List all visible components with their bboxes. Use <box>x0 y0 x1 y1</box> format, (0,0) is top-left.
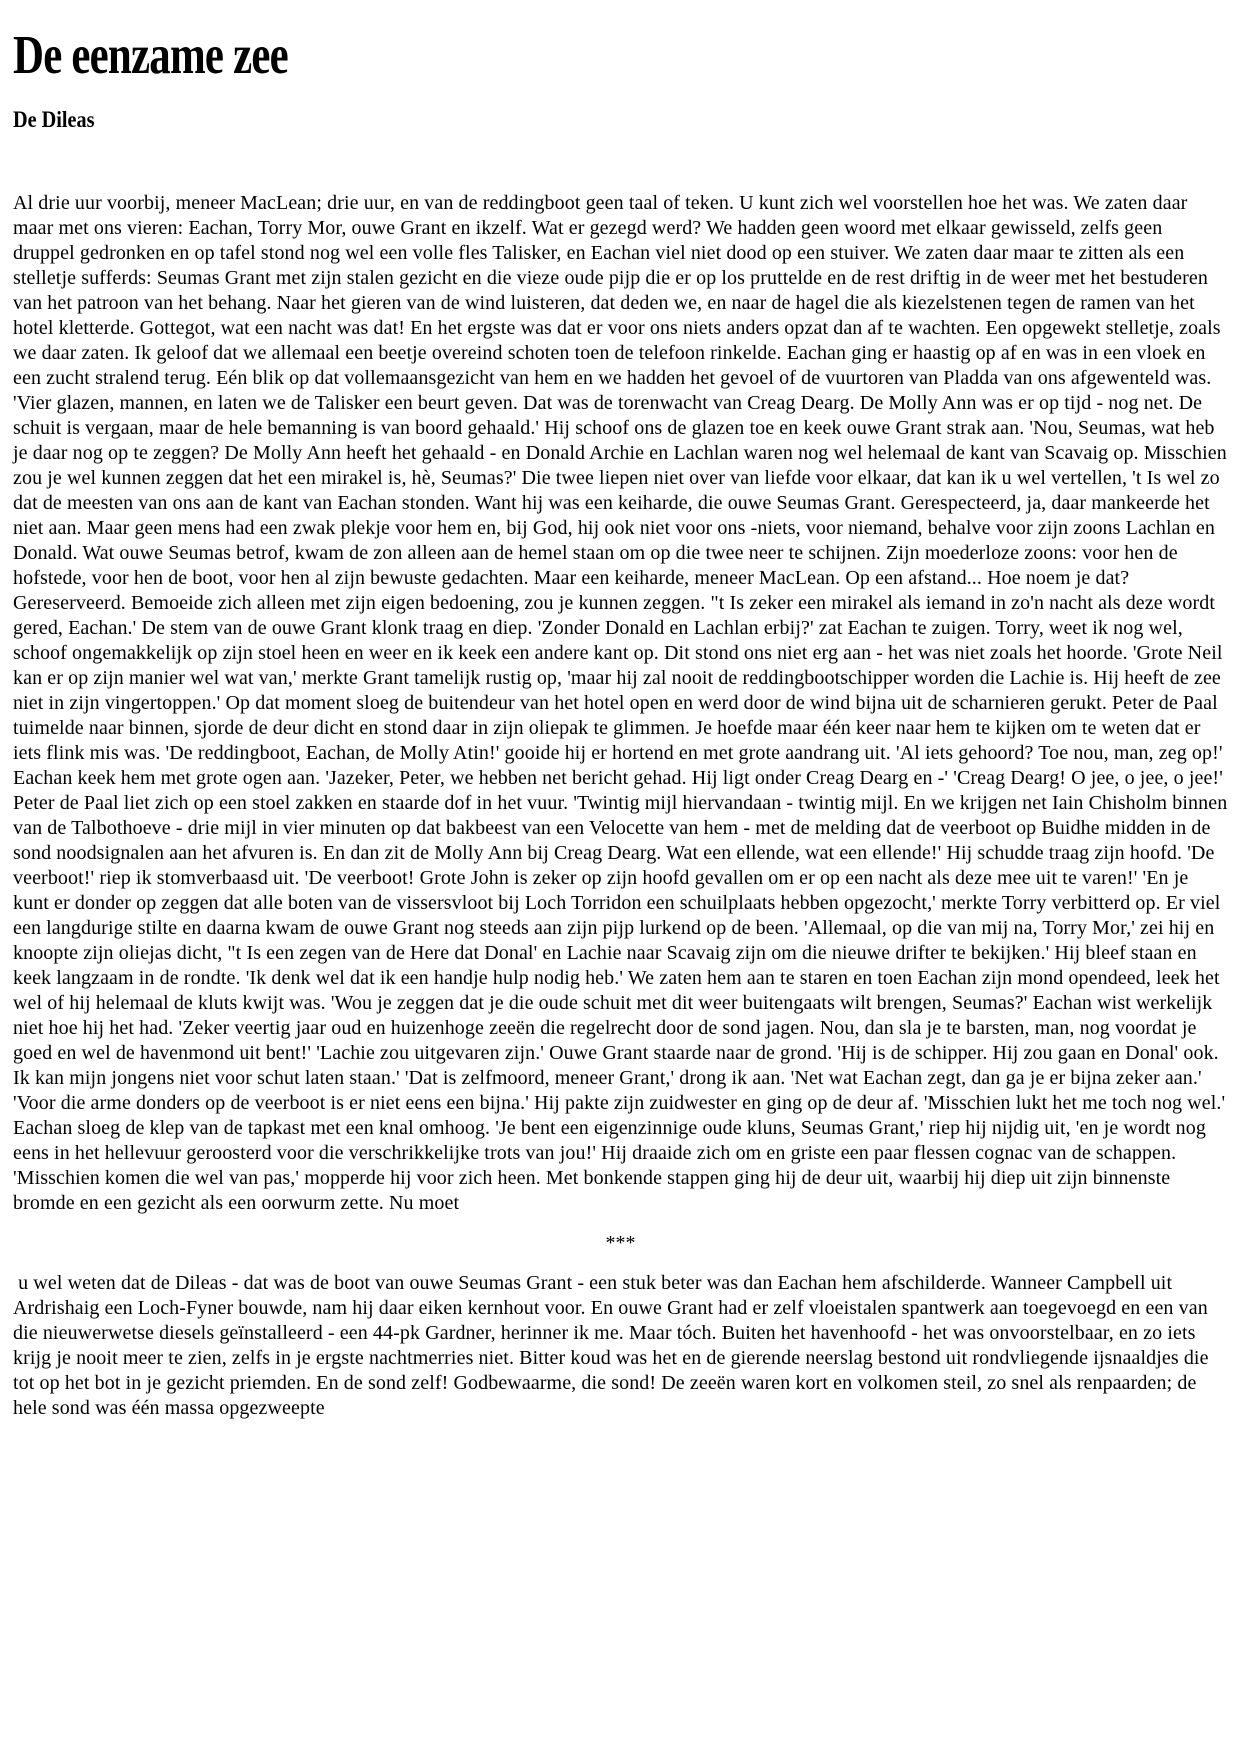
page-title: De eenzame zee <box>13 24 288 85</box>
story-paragraph-2: u wel weten dat de Dileas - dat was de boot van ouwe Seumas Grant - een stuk beter was dan Eachan hem afschilderde. Wanneer Campbell uit Ardrishaig een Loch-Fyner bouwde, nam hij daar eiken kernhout voor. En ouwe Grant had er zelf vloeistalen spantwerk aan toegevoegd en een van die nieuwerwetse diesels geïnstalleerd - een 44-pk Gardner, herinner ik me. Maar tóch. Buiten het havenhoofd - het was onvoorstelbaar, en zo iets krijg je nooit meer te zien, zelfs in je ergste nachtmerries niet. Bitter koud was het en de gierende neerslag bestond uit rondvliegende ijsnaaldjes die tot op het bot in je gezicht priemden. En de sond zelf! Godbewaarme, die sond! De zeeën waren kort en volkomen steil, zo snel als renpaarden; de hele sond was één massa opgezweepte <box>13 1272 1214 1419</box>
section-separator: *** <box>605 1232 636 1254</box>
section-subtitle: De Dileas <box>13 107 95 132</box>
story-paragraph-1: Al drie uur voorbij, meneer MacLean; drie uur, en van de reddingboot geen taal of teken. U kunt zich wel voorstellen hoe het was. We zaten daar maar met ons vieren: Eachan, Torry Mor, ouwe Grant en ikzelf. Wat er gezegd werd? We hadden geen woord met elkaar gewisseld, zelfs geen druppel gedronken en op tafel stond nog wel een volle fles Talisker, en Eachan viel niet dood op een stuiver. We zaten daar maar te zitten als een stelletje sufferds: Seumas Grant met zijn stalen gezicht en die vieze oude pijp die er op los pruttelde en de rest driftig in de weer met het bestuderen van het patroon van het behang. Naar het gieren van de wind luisteren, dat deden we, en naar de hagel die als kiezelstenen tegen de ramen van het hotel kletterde. Gottegot, wat een nacht was dat! En het ergste was dat er voor ons niets anders opzat dan af te wachten. Een opgewekt stelletje, zoals we daar zaten. Ik geloof dat we allemaal een beetje overeind schoten toen de telefoon rinkelde. Eachan ging er haastig op af en was in een vloek en een zucht stralend terug. Eén blik op dat vollemaansgezicht van hem en we hadden het gevoel of de vuurtoren van Pladda van ons afgewenteld was. 'Vier glazen, mannen, en laten we de Talisker een beurt geven. Dat was de torenwacht van Creag Dearg. De Molly Ann was er op tijd - nog net. De schuit is vergaan, maar de hele bemanning is van boord gehaald.' Hij schoof ons de glazen toe en keek ouwe Grant strak aan. 'Nou, Seumas, wat heb je daar nog op te zeggen? De Molly Ann heeft het gehaald - en Donald Archie en Lachlan waren nog wel helemaal de kant van Scavaig op. Misschien zou je wel kunnen zeggen dat het een mirakel is, hè, Seumas?' Die twee liepen niet over van liefde voor elkaar, dat kan ik u wel vertellen, 't Is wel zo dat de meesten van ons aan de kant van Eachan stonden. Want hij was een keiharde, die ouwe Seumas Grant. Gerespecteerd, ja, daar mankeerde het niet aan. Maar geen mens had een zwak plekje voor hem en, bij God, hij ook niet voor ons -niets, voor niemand, behalve voor zijn zoons Lachlan en Donald. Wat ouwe Seumas betrof, kwam de zon alleen aan de hemel staan om op die twee neer te schijnen. Zijn moederloze zoons: voor hen de hofstede, voor hen de boot, voor hen al zijn bewuste gedachten. Maar een keiharde, meneer MacLean. Op een afstand... Hoe noem je dat? Gereserveerd. Bemoeide zich alleen met zijn eigen bedoening, zou je kunnen zeggen. "t Is zeker een mirakel als iemand in zo'n nacht als deze wordt gered, Eachan.' De stem van de ouwe Grant klonk traag en diep. 'Zonder Donald en Lachlan erbij?' zat Eachan te zuigen. Torry, weet ik nog wel, schoof ongemakkelijk op zijn stoel heen en weer en ik keek een andere kant op. Dit stond ons niet erg aan - het was niet zoals het hoorde. 'Grote Neil kan er op zijn manier wel wat van,' merkte Grant tamelijk rustig op, 'maar hij zal nooit de reddingbootschipper worden die Lachie is. Hij heeft de zee niet in zijn vingertoppen.' Op dat moment sloeg de buitendeur van het hotel open en werd door de wind bijna uit de scharnieren gerukt. Peter de Paal tuimelde naar binnen, sjorde de deur dicht en stond daar in zijn oliepak te glimmen. Je hoefde maar één keer naar hem te kijken om te weten dat er iets flink mis was. 'De reddingboot, Eachan, de Molly Atin!' gooide hij er hortend en met grote aandrang uit. 'Al iets gehoord? Toe nou, man, zeg op!' Eachan keek hem met grote ogen aan. 'Jazeker, Peter, we hebben net bericht gehad. Hij ligt onder Creag Dearg en -' 'Creag Dearg! O jee, o jee, o jee!' Peter de Paal liet zich op een stoel zakken en staarde dof in het vuur. 'Twintig mijl hiervandaan - twintig mijl. En we krijgen net Iain Chisholm binnen van de Talbothoeve - drie mijl in vier minuten op dat bakbeest van een Velocette van hem - met de melding dat de veerboot op Buidhe midden in de sond noodsignalen aan het afvuren is. En dan zit de Molly Ann bij Creag Dearg. Wat een ellende, wat een ellende!' Hij schudde traag zijn hoofd. 'De veerboot!' riep ik stomverbaasd uit. 'De veerboot! Grote John is zeker op zijn hoofd gevallen om er op een nacht als deze mee uit te varen!' 'En je kunt er donder op zeggen dat alle boten van de vissersvloot bij Loch Torridon een schuilplaats hebben opgezocht,' merkte Torry verbitterd op. Er viel een langdurige stilte en daarna kwam de ouwe Grant nog steeds aan zijn pijp lurkend op de been. 'Allemaal, op die van mij na, Torry Mor,' zei hij en knoopte zijn oliejas dicht, "t Is een zegen van de Here dat Donal' en Lachie naar Scavaig zijn om die nieuwe drifter te bekijken.' Hij bleef staan en keek langzaam in de rondte. 'Ik denk wel dat ik een handje hulp nodig heb.' We zaten hem aan te staren en toen Eachan zijn mond opendeed, leek het wel of hij helemaal de kluts kwijt was. 'Wou je zeggen dat je die oude schuit met dit weer buitengaats wilt brengen, Seumas?' Eachan wist werkelijk niet hoe hij het had. 'Zeker veertig jaar oud en huizenhoge zeeën die regelrecht door de sond jagen. Nou, dan sla je te barsten, man, nog voordat je goed en wel de havenmond uit bent!' 'Lachie zou uitgevaren zijn.' Ouwe Grant staarde naar de grond. 'Hij is de schipper. Hij zou gaan en Donal' ook. Ik kan mijn jongens niet voor schut laten staan.' 'Dat is zelfmoord, meneer Grant,' drong ik aan. 'Net wat Eachan zegt, dan ga je er bijna zeker aan.' 'Voor die arme donders op de veerboot is er niet eens een bijna.' Hij pakte zijn zuidwester en ging op de deur af. 'Misschien lukt het me toch nog wel.' Eachan sloeg de klep van de tapkast met een knal omhoog. 'Je bent een eigenzinnige oude kluns, Seumas Grant,' riep hij nijdig uit, 'en je wordt nog eens in het hellevuur geroosterd voor die verschrikkelijke trots van jou!' Hij draaide zich om en griste een paar flessen cognac van de schappen. 'Misschien komen die wel van pas,' mopperde hij voor zich heen. Met bonkende stappen ging hij de deur uit, waarbij hij diep uit zijn binnenste bromde en een gezicht als een oorwurm zette. Nu moet <box>13 192 1233 1214</box>
